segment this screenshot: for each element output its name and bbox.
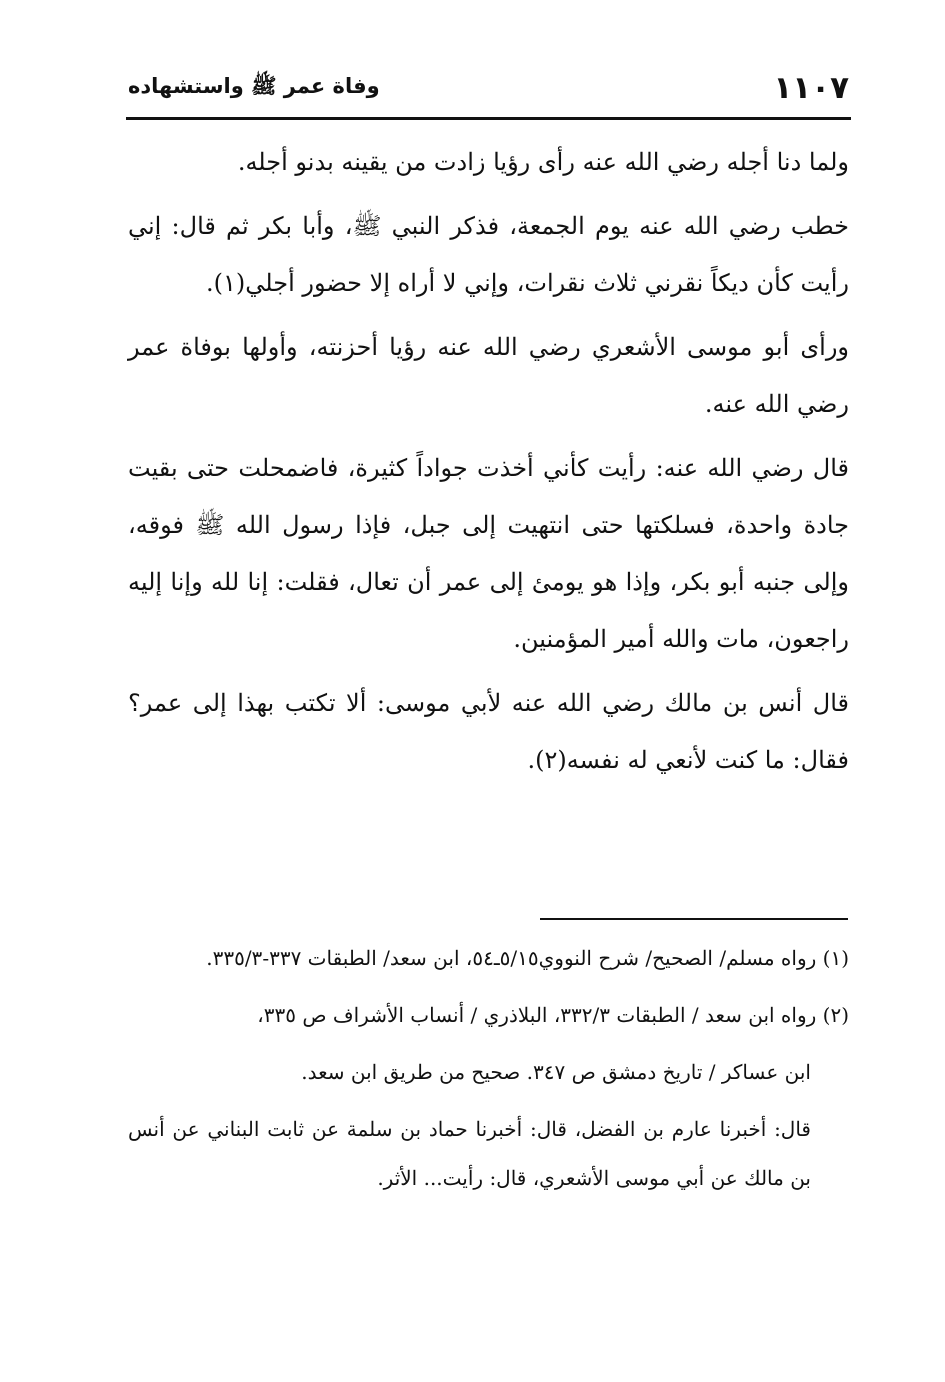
footnote-2: (٢) رواه ابن سعد / الطبقات ٣٣٢/٣، البلاذري / أنساب الأشراف ص ٣٣٥،: [257, 1003, 849, 1027]
footnote-1: (١) رواه مسلم/ الصحيح/ شرح النووي٥/١٥ـ٥٤، ابن سعد/ الطبقات ٣٣٧-٣٣٥/٣.: [206, 946, 849, 970]
header-rule: [126, 117, 851, 120]
paragraph-2: خطب رضي الله عنه يوم الجمعة، فذكر النبي ﷺ، وأبا بكر ثم قال: إني رأيت كأن ديكاً نقرني ثلاث نقرات، وإني لا أراه إلا حضور أجلي(١).: [128, 212, 849, 297]
page-header: [128, 66, 849, 110]
footnote-2-continuation: ابن عساكر / تاريخ دمشق ص ٣٤٧. صحيح من طريق ابن سعد.: [301, 1060, 811, 1084]
footnotes: [128, 934, 849, 1211]
footnote-separator: [540, 918, 848, 920]
paragraph-4: قال رضي الله عنه: رأيت كأني أخذت جواداً كثيرة، فاضمحلت حتى بقيت جادة واحدة، فسلكتها حتى انتهيت إلى جبل، فإذا رسول الله ﷺ فوقه، وإلى جنبه أبو بكر، وإذا هو يومئ إلى عمر أن تعال، فقلت: إنا لله وإنا إليه راجعون، مات والله أمير المؤمنين.: [128, 454, 849, 653]
footnote-2-chain: قال: أخبرنا عارم بن الفضل، قال: أخبرنا حماد بن سلمة عن ثابت البناني عن أنس بن مالك عن أبي موسى الأشعري، قال: رأيت... الأثر.: [128, 1117, 811, 1190]
paragraph-3: ورأى أبو موسى الأشعري رضي الله عنه رؤيا أحزنته، وأولها بوفاة عمر رضي الله عنه.: [128, 333, 849, 418]
paragraph-5: قال أنس بن مالك رضي الله عنه لأبي موسى: ألا تكتب بهذا إلى عمر؟ فقال: ما كنت لأنعي له نفسه(٢).: [128, 689, 849, 774]
paragraph-1: ولما دنا أجله رضي الله عنه رأى رؤيا زادت من يقينه بدنو أجله.: [237, 148, 849, 176]
page-number: ١١٠٧: [773, 70, 849, 106]
main-text: [128, 134, 849, 796]
running-title: وفاة عمر ﷺ واستشهاده: [128, 73, 380, 98]
